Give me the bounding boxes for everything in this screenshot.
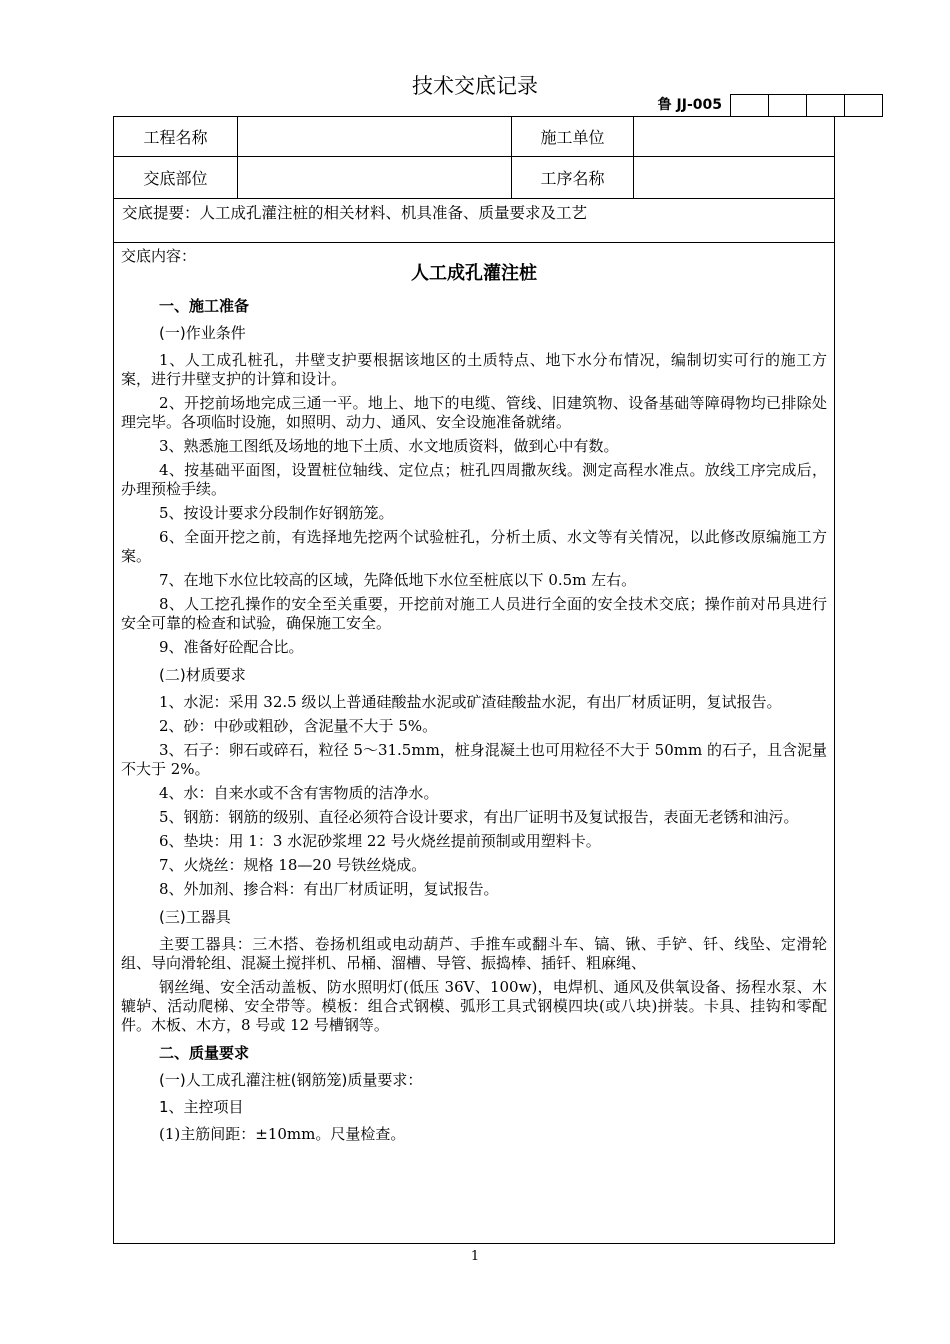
subsection-heading: (一)作业条件 <box>159 324 246 342</box>
paragraph: 2、开挖前场地完成三通一平。地上、地下的电缆、管线、旧建筑物、设备基础等障碍物均已排除处理完毕。各项临时设施，如照明、动力、通风、安全设施准备就绪。 <box>121 394 827 431</box>
paragraph: 8、外加剂、掺合料：有出厂材质证明，复试报告。 <box>159 880 499 898</box>
paragraph: 钢丝绳、安全活动盖板、防水照明灯(低压 36V、100w)，电焊机、通风及供氧设备、扬程水泵、木辘轳、活动爬梯、安全带等。模板：组合式钢模、弧形工具式钢模四块(或八块)拼装。卡具、挂钩和零配件。木板、木方，8 号或 12 号槽钢等。 <box>121 978 827 1034</box>
contractor-value <box>634 117 834 156</box>
project-name-value <box>238 117 512 156</box>
paragraph: 6、垫块：用 1：3 水泥砂浆埋 22 号火烧丝提前预制或用塑料卡。 <box>159 832 601 850</box>
paragraph: 8、人工挖孔操作的安全至关重要，开挖前对施工人员进行全面的安全技术交底；操作前对吊具进行安全可靠的检查和试验，确保施工安全。 <box>121 595 827 632</box>
paragraph: 3、石子：卵石或碎石，粒径 5～31.5mm，桩身混凝土也可用粒径不大于 50mm 的石子，且含泥量不大于 2%。 <box>121 741 827 778</box>
paragraph: 4、水：自来水或不含有害物质的洁净水。 <box>159 784 439 802</box>
project-name-label: 工程名称 <box>114 117 238 156</box>
paragraph: 2、砂：中砂或粗砂，含泥量不大于 5%。 <box>159 717 438 735</box>
paragraph: (1)主筋间距：±10mm。尺量检查。 <box>159 1125 406 1143</box>
paragraph: 主要工器具：三木搭、卷扬机组或电动葫芦、手推车或翻斗车、镐、锹、手铲、钎、线坠、定滑轮组、导向滑轮组、混凝土搅拌机、吊桶、溜槽、导管、振捣棒、插钎、粗麻绳、 <box>121 935 827 972</box>
code-box <box>768 94 806 117</box>
subsection-heading: 1、主控项目 <box>159 1098 244 1116</box>
process-label: 工序名称 <box>512 157 634 198</box>
form-code: 鲁 JJ-005 <box>657 97 722 113</box>
record-table <box>113 116 835 1244</box>
paragraph: 5、按设计要求分段制作好钢筋笼。 <box>159 504 394 522</box>
content-body <box>121 293 827 1144</box>
section-heading: 二、质量要求 <box>159 1044 250 1062</box>
paragraph: 3、熟悉施工图纸及场地的地下土质、水文地质资料，做到心中有数。 <box>159 437 619 455</box>
section-heading: 一、施工准备 <box>159 297 250 315</box>
paragraph: 6、全面开挖之前，有选择地先挖两个试验桩孔，分析土质、水文等有关情况，以此修改原编施工方案。 <box>121 528 827 565</box>
paragraph: 5、钢筋：钢筋的级别、直径必须符合设计要求，有出厂证明书及复试报告，表面无老锈和油污。 <box>159 808 799 826</box>
header-row-2 <box>114 157 834 199</box>
paragraph: 1、水泥：采用 32.5 级以上普通硅酸盐水泥或矿渣硅酸盐水泥，有出厂材质证明，复试报告。 <box>159 693 782 711</box>
content-label: 交底内容： <box>121 247 197 265</box>
page-number: 1 <box>470 1249 480 1264</box>
paragraph: 7、火烧丝：规格 18—20 号铁丝烧成。 <box>159 856 427 874</box>
paragraph: 7、在地下水位比较高的区域，先降低地下水位至桩底以下 0.5m 左右。 <box>159 571 637 589</box>
summary-text: 交底提要：人工成孔灌注桩的相关材料、机具准备、质量要求及工艺 <box>114 199 834 243</box>
document-title: 技术交底记录 <box>412 74 538 98</box>
subsection-heading: (三)工器具 <box>159 908 231 926</box>
content-title: 人工成孔灌注桩 <box>411 263 537 284</box>
paragraph: 9、准备好砼配合比。 <box>159 638 304 656</box>
paragraph: 1、人工成孔桩孔，井壁支护要根据该地区的土质特点、地下水分布情况，编制切实可行的施工方案，进行井壁支护的计算和设计。 <box>121 351 827 388</box>
paragraph: 4、按基础平面图，设置桩位轴线、定位点；桩孔四周撒灰线。测定高程水准点。放线工序完成后，办理预检手续。 <box>121 461 827 498</box>
part-label: 交底部位 <box>114 157 238 198</box>
content-section <box>114 245 834 1149</box>
code-box <box>806 94 844 117</box>
code-box <box>844 94 883 117</box>
form-code-row <box>612 94 883 116</box>
process-value <box>634 157 834 198</box>
part-value <box>238 157 512 198</box>
header-row-1 <box>114 117 834 157</box>
code-box <box>730 94 768 117</box>
contractor-label: 施工单位 <box>512 117 634 156</box>
subsection-heading: (一)人工成孔灌注桩(钢筋笼)质量要求： <box>159 1071 423 1089</box>
subsection-heading: (二)材质要求 <box>159 666 246 684</box>
